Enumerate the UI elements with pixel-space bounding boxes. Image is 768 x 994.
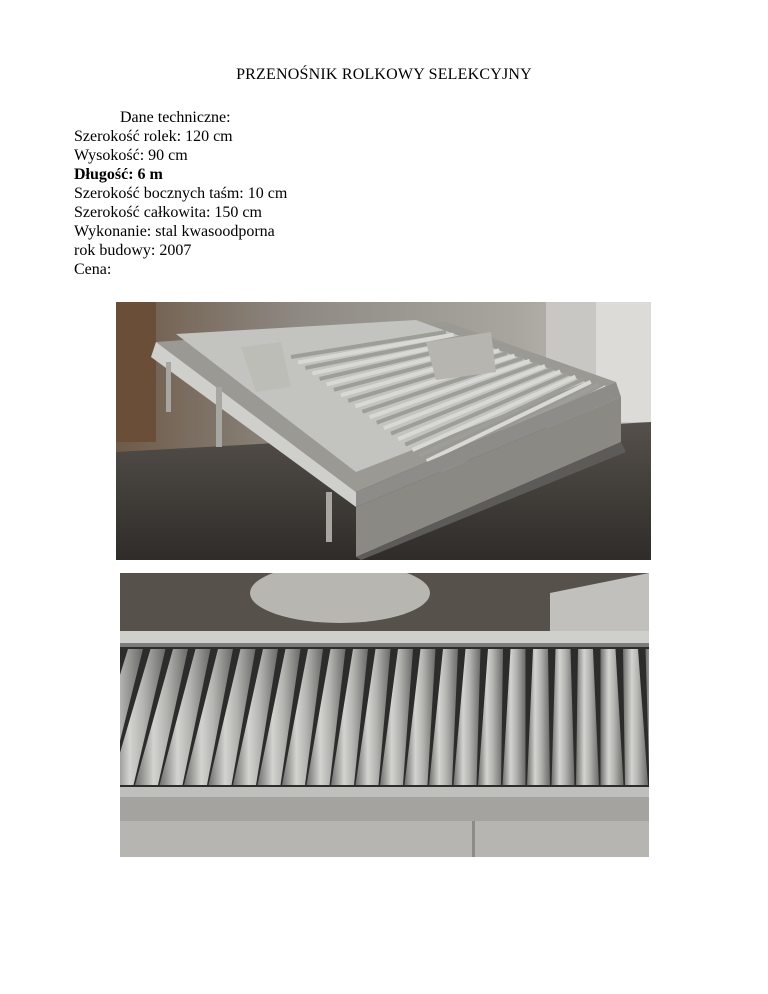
- spec-price: Cena:: [74, 261, 112, 278]
- spec-side-belt-width: Szerokość bocznych taśm: 10 cm: [74, 185, 288, 202]
- spec-build-year: rok budowy: 2007: [74, 242, 192, 259]
- technical-specs: [74, 108, 287, 279]
- spec-length: Długość: 6 m: [74, 166, 163, 183]
- roller: [552, 649, 575, 785]
- document-title: PRZENOŚNIK ROLKOWY SELEKCYJNY: [236, 66, 532, 83]
- spec-material: Wykonanie: stal kwasoodporna: [74, 223, 275, 240]
- spec-roller-width: Szerokość rolek: 120 cm: [74, 128, 233, 145]
- specs-heading: Dane techniczne:: [120, 109, 231, 126]
- spec-total-width: Szerokość całkowita: 150 cm: [74, 204, 262, 221]
- roller-conveyor-closeup-photo: [120, 573, 649, 857]
- roller-conveyor-overview-photo: [116, 302, 651, 560]
- spec-height: Wysokość: 90 cm: [74, 147, 188, 164]
